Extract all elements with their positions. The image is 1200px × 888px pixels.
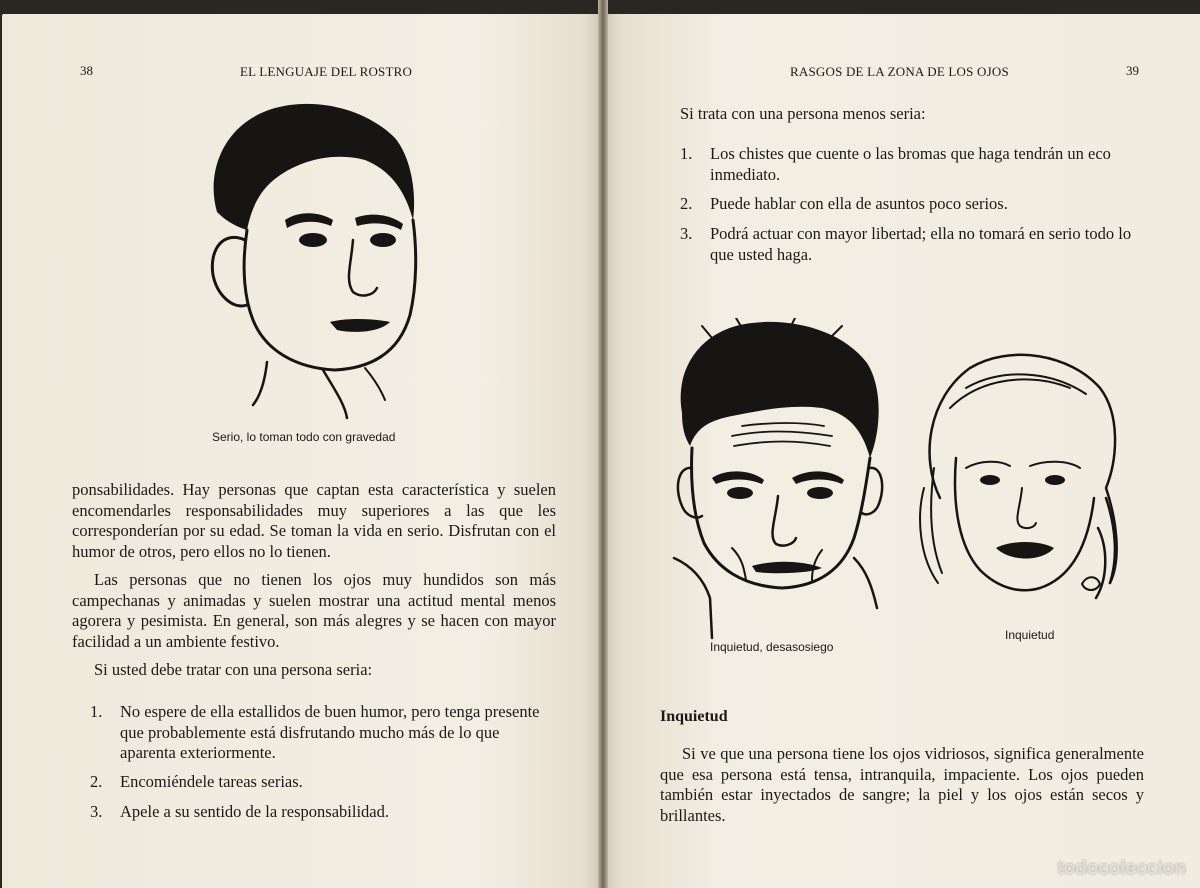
anxious-man-illustration	[672, 318, 887, 640]
anxious-woman-illustration	[910, 348, 1130, 618]
left-list-item	[90, 772, 554, 794]
right-page-number: 39	[1126, 63, 1139, 78]
right-list-number: 1.	[680, 144, 693, 163]
man-illustration-caption: Inquietud, desasosiego	[710, 640, 834, 654]
woman-illustration-caption: Inquietud	[1005, 628, 1055, 642]
left-list-text: No espere de ella estallidos de buen humor, pero tenga presente que probablemente está disfrutando mucho más de lo que aparenta exteriormente.	[120, 702, 540, 762]
right-list-item	[680, 144, 1142, 188]
left-illustration-caption: Serio, lo toman todo con gravedad	[212, 430, 396, 444]
right-intro: Si trata con una persona menos seria:	[680, 104, 926, 123]
section-paragraph: Si ve que una persona tiene los ojos vidriosos, significa generalmente que esa persona está tensa, intranquila, impaciente. Los ojos pueden también estar inyectados de sangre; la piel y los ojos están secos y brillantes.	[660, 744, 1144, 825]
left-paragraph-1: ponsabilidades. Hay personas que captan esta característica y suelen encomendarles responsabilidades muy superiores a las que les corresponderían por su edad. Se toman la vida en serio. Disfrutan con el humor de otros, pero ellos no lo tienen.	[72, 480, 556, 561]
right-list-item	[680, 224, 1142, 268]
right-list-item	[680, 194, 1142, 216]
watermark: todocoleccion	[1057, 858, 1186, 879]
right-list-text: Puede hablar con ella de asuntos poco serios.	[710, 194, 1008, 213]
left-list-text: Apele a su sentido de la responsabilidad.	[120, 802, 389, 821]
left-page-number: 38	[80, 63, 93, 78]
left-running-head: EL LENGUAJE DEL ROSTRO	[240, 64, 413, 79]
book-gutter	[598, 0, 608, 888]
right-list-number: 3.	[680, 224, 693, 243]
left-paragraph-3: Si usted debe tratar con una persona seria:	[94, 660, 373, 679]
left-list-item	[90, 802, 554, 824]
left-list-number: 2.	[90, 772, 103, 791]
left-list-number: 1.	[90, 702, 103, 721]
right-running-head: RASGOS DE LA ZONA DE LOS OJOS	[790, 64, 1009, 79]
section-heading: Inquietud	[660, 708, 728, 725]
left-list-text: Encomiéndele tareas serias.	[120, 772, 303, 791]
left-paragraph-2: Las personas que no tienen los ojos muy hundidos son más campechanas y animadas y suelen mostrar una actitud mental menos agorera y pesimista. En general, son más alegres y se hacen con mayor facilidad a un ambiente festivo.	[72, 570, 556, 651]
left-list-item	[90, 702, 554, 766]
left-list-number: 3.	[90, 802, 103, 821]
serious-man-illustration	[205, 100, 425, 420]
right-list-text: Podrá actuar con mayor libertad; ella no tomará en serio todo lo que usted haga.	[710, 224, 1132, 264]
right-list-number: 2.	[680, 194, 693, 213]
right-list-text: Los chistes que cuente o las bromas que haga tendrán un eco inmediato.	[710, 144, 1111, 184]
